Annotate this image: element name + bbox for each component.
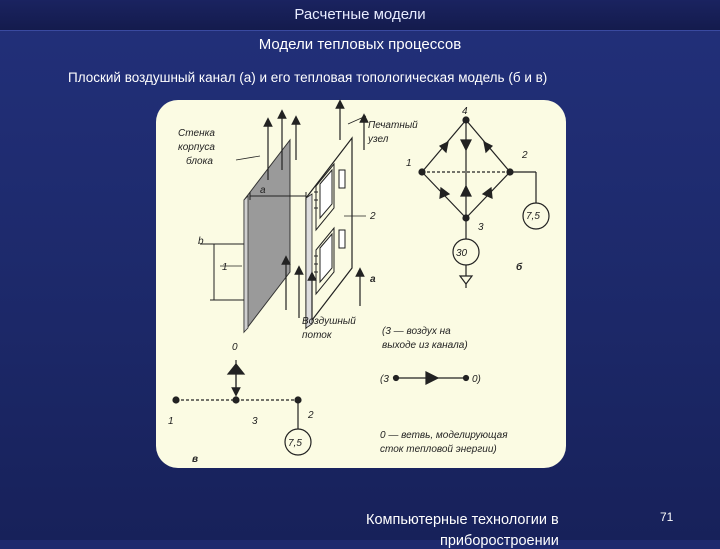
page-number: 71 xyxy=(660,510,674,524)
dim-b-label: b xyxy=(198,236,204,247)
airflow-label-1: Воздушный xyxy=(302,316,356,327)
node-2-label-b: 2 xyxy=(522,150,528,161)
panel-letter-b: б xyxy=(516,262,523,273)
thermal-model-diagram xyxy=(156,100,566,468)
panel-letter-v: в xyxy=(192,454,199,465)
slide-caption: Плоский воздушный канал (а) и его тепловая топологическая модель (б и в) xyxy=(68,70,548,85)
housing-wall-face xyxy=(244,196,248,332)
note-v-1: 0 — ветвь, моделирующая xyxy=(380,430,508,441)
node-1-label-b: 1 xyxy=(406,158,412,169)
node-4-label: 4 xyxy=(462,106,468,117)
figure-a-air-channel xyxy=(178,104,418,341)
header-title: Расчетные модели xyxy=(294,6,426,23)
pcb-board-edge xyxy=(306,194,312,328)
diagram-panel xyxy=(156,100,566,468)
note-b-1: (3 — воздух на xyxy=(382,326,451,337)
wall-label-1: Стенка xyxy=(178,128,215,139)
node-75-label-b: 7,5 xyxy=(526,211,540,222)
node-1-label-v: 1 xyxy=(168,416,174,427)
node-3-label-v: 3 xyxy=(252,416,258,427)
airflow-label-2: поток xyxy=(302,330,332,341)
node-0-label: 0 xyxy=(232,342,238,353)
wall-label-2: корпуса xyxy=(178,142,215,153)
footer-text-2: приборостроении xyxy=(440,533,559,549)
figure-b-network xyxy=(419,117,549,288)
node-2-label-a: 2 xyxy=(370,211,376,222)
housing-wall xyxy=(244,140,290,332)
legend-from: (3 xyxy=(380,374,389,385)
wall-label-3: блока xyxy=(186,156,213,167)
node-2-label-v: 2 xyxy=(308,410,314,421)
node-30-label: 30 xyxy=(456,248,468,259)
header-bar xyxy=(0,0,720,31)
node-1-label-a: 1 xyxy=(222,262,228,273)
panel-letter-a: а xyxy=(370,274,376,285)
note-b-2: выходе из канала) xyxy=(382,340,468,351)
node-75-label-v: 7,5 xyxy=(288,438,302,449)
node-3-label-b: 3 xyxy=(478,222,484,233)
dim-a-label: a xyxy=(260,185,266,196)
pcb-label-2: узел xyxy=(368,134,389,145)
legend-to: 0) xyxy=(472,374,481,385)
note-v-2: сток тепловой энергии) xyxy=(380,444,497,455)
slide-title: Модели тепловых процессов xyxy=(258,36,462,53)
footer-text-1: Компьютерные технологии в xyxy=(366,512,559,528)
pcb-label-1: Печатный xyxy=(368,120,418,131)
